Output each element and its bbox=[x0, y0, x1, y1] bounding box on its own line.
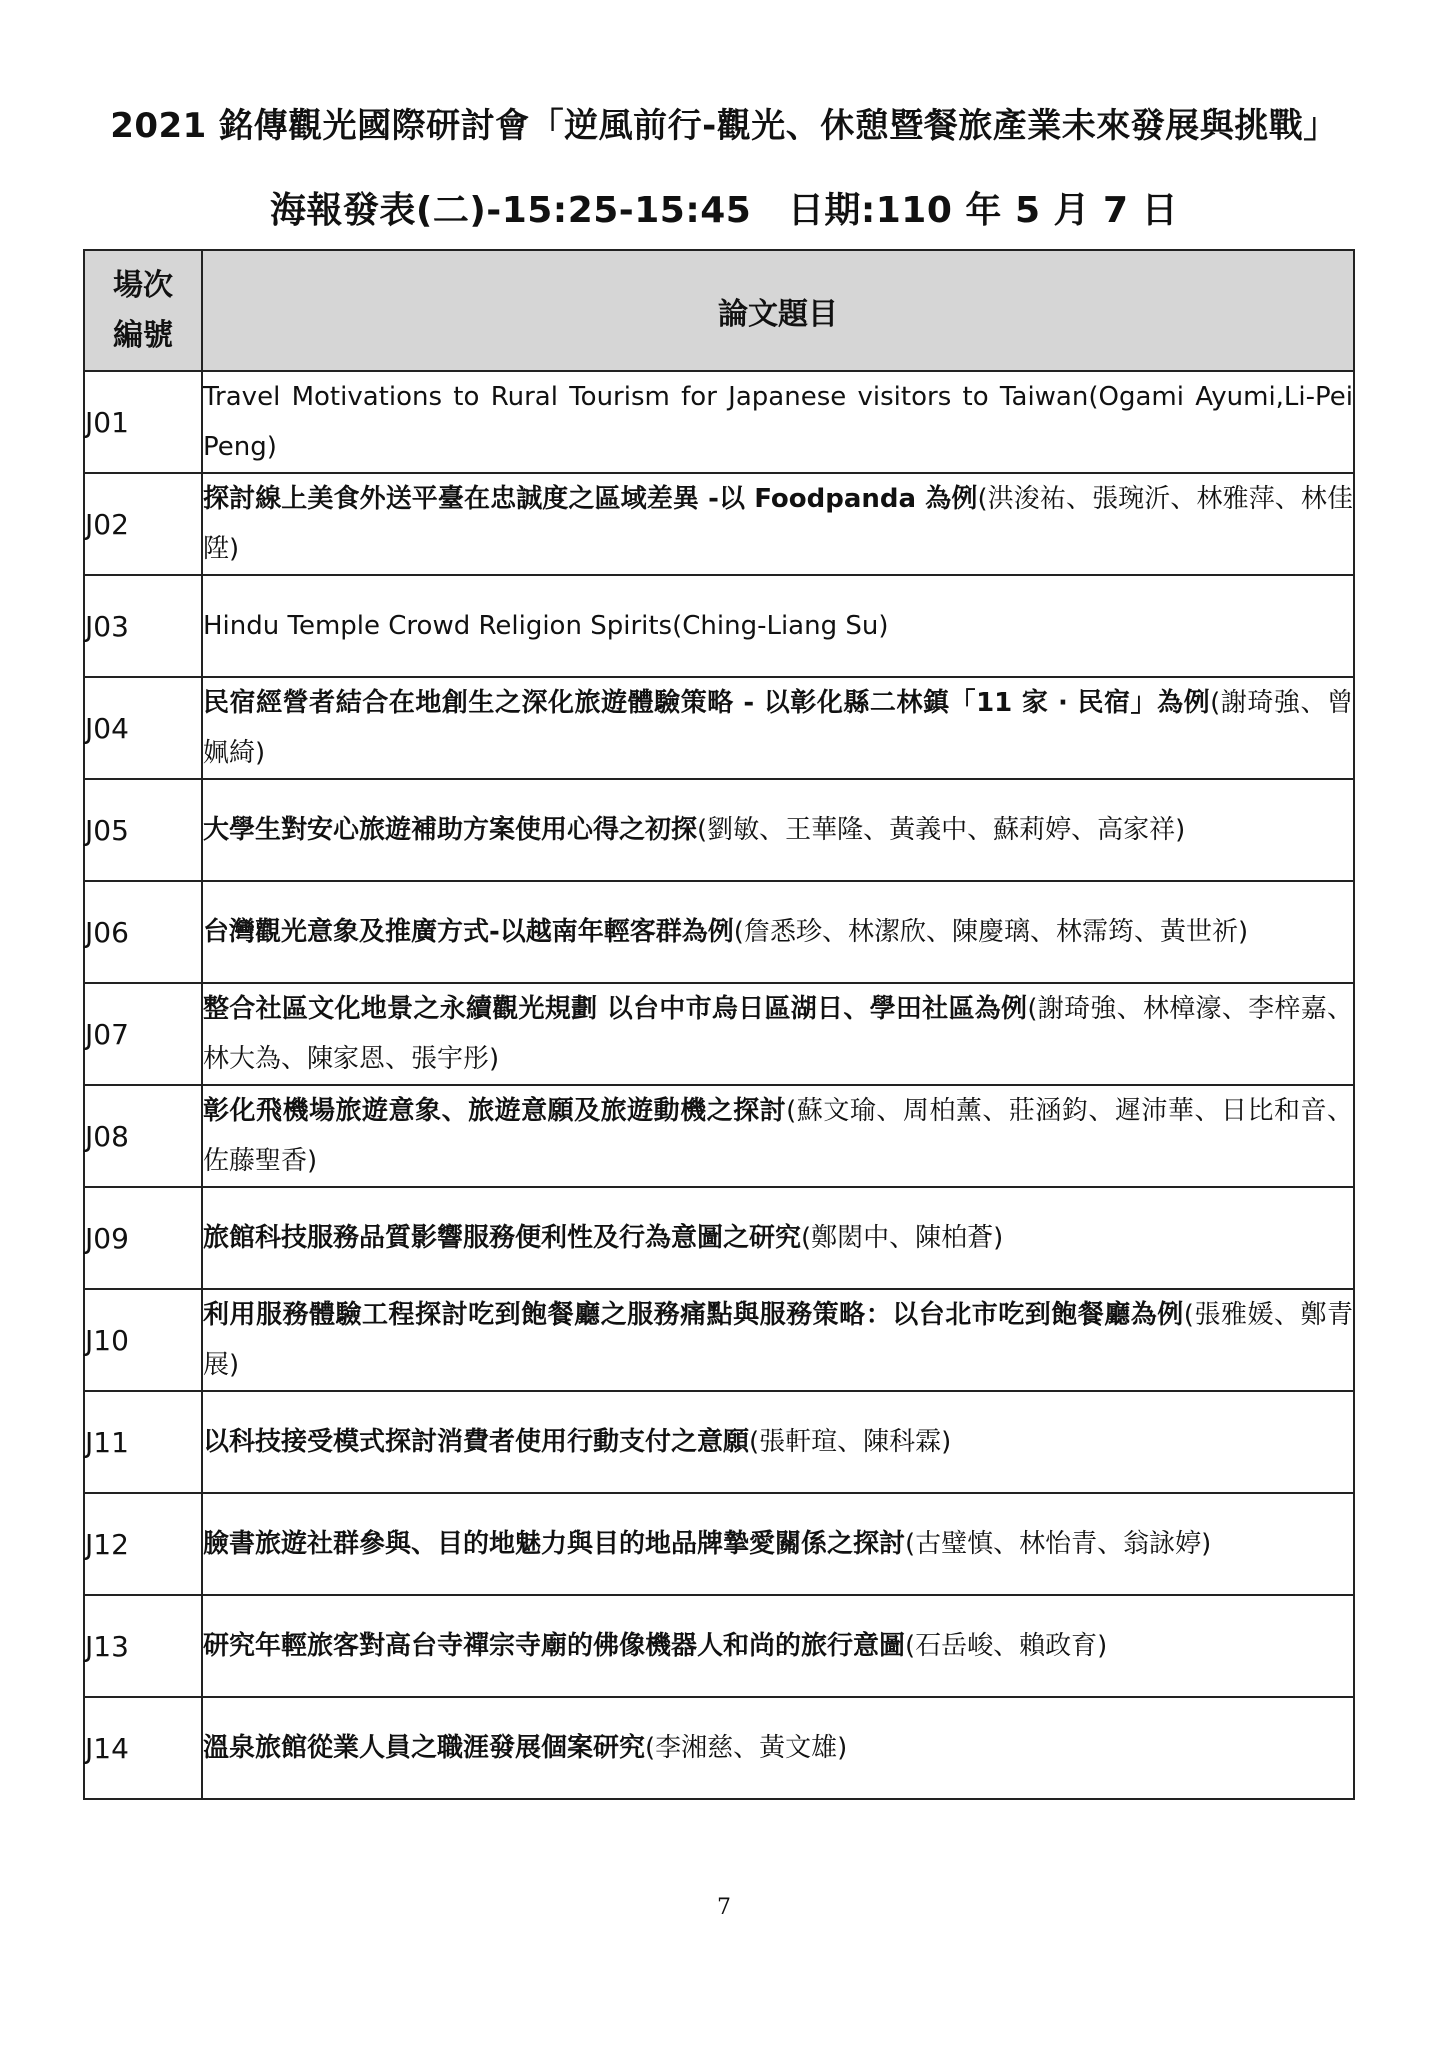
session-id: J14 bbox=[84, 1697, 202, 1799]
paper-cell bbox=[202, 1391, 1354, 1493]
paper-cell bbox=[202, 1697, 1354, 1799]
paper-authors: (劉敏、王華隆、黃義中、蘇莉婷、高家祥) bbox=[697, 815, 1186, 845]
paper-cell bbox=[202, 473, 1354, 575]
session-id: J04 bbox=[84, 677, 202, 779]
paper-authors: (李湘慈、黃文雄) bbox=[645, 1733, 848, 1763]
paper-title: 利用服務體驗工程探討吃到飽餐廳之服務痛點與服務策略：以台北市吃到飽餐廳為例 bbox=[203, 1300, 1184, 1330]
paper-authors: (Ching-Liang Su) bbox=[672, 611, 889, 641]
paper-authors: (張軒瑄、陳科霖) bbox=[749, 1427, 952, 1457]
paper-cell bbox=[202, 1595, 1354, 1697]
page-title: 2021 銘傳觀光國際研討會「逆風前行-觀光、休憩暨餐旅產業未來發展與挑戰」 bbox=[110, 106, 1338, 146]
paper-title: 台灣觀光意象及推廣方式-以越南年輕客群為例 bbox=[203, 917, 734, 947]
column-header-id-line2: 編號 bbox=[113, 317, 173, 353]
paper-cell bbox=[202, 983, 1354, 1085]
paper-cell bbox=[202, 779, 1354, 881]
paper-authors: (Ogami Ayumi,Li-Pei Peng) bbox=[203, 382, 1353, 462]
paper-authors: (謝琦強、林樟濠、李梓嘉、林大為、陳家恩、張宇彤) bbox=[203, 994, 1353, 1074]
session-id: J11 bbox=[84, 1391, 202, 1493]
table-row bbox=[84, 677, 1354, 779]
session-id: J05 bbox=[84, 779, 202, 881]
session-id: J13 bbox=[84, 1595, 202, 1697]
table-row bbox=[84, 1187, 1354, 1289]
table-row bbox=[84, 1085, 1354, 1187]
table-row bbox=[84, 779, 1354, 881]
session-id: J03 bbox=[84, 575, 202, 677]
paper-title: 旅館科技服務品質影響服務便利性及行為意圖之研究 bbox=[203, 1223, 802, 1253]
paper-cell bbox=[202, 677, 1354, 779]
paper-authors: (古璧慎、林怡青、翁詠婷) bbox=[905, 1529, 1212, 1559]
paper-title: 彰化飛機場旅遊意象、旅遊意願及旅遊動機之探討 bbox=[203, 1096, 787, 1126]
session-subtitle: 海報發表(二)-15:25-15:45 日期:110 年 5 月 7 日 bbox=[269, 190, 1179, 231]
column-header-id-line1: 場次 bbox=[113, 267, 173, 303]
paper-title: 臉書旅遊社群參與、目的地魅力與目的地品牌摯愛關係之探討 bbox=[203, 1529, 906, 1559]
paper-cell bbox=[202, 1493, 1354, 1595]
paper-cell bbox=[202, 575, 1354, 677]
paper-title: 以科技接受模式探討消費者使用行動支付之意願 bbox=[203, 1427, 750, 1457]
paper-cell bbox=[202, 1289, 1354, 1391]
column-header-session-number bbox=[84, 250, 202, 371]
paper-cell bbox=[202, 1187, 1354, 1289]
paper-title: 整合社區文化地景之永續觀光規劃 以台中市烏日區湖日、學田社區為例 bbox=[203, 994, 1028, 1024]
session-id: J08 bbox=[84, 1085, 202, 1187]
session-id: J02 bbox=[84, 473, 202, 575]
paper-cell bbox=[202, 371, 1354, 473]
paper-title: 民宿經營者結合在地創生之深化旅遊體驗策略 - 以彰化縣二林鎮「11 家 · 民宿」為例 bbox=[203, 688, 1211, 718]
session-id: J01 bbox=[84, 371, 202, 473]
paper-authors: (謝琦強、曾姵綺) bbox=[203, 688, 1353, 768]
paper-authors: (洪浚祐、張琬沂、林雅萍、林佳陞) bbox=[203, 484, 1353, 564]
column-header-paper-title: 論文題目 bbox=[202, 250, 1354, 371]
session-id: J09 bbox=[84, 1187, 202, 1289]
page-number: 7 bbox=[717, 1895, 731, 1920]
paper-title: Hindu Temple Crowd Religion Spirits bbox=[203, 611, 673, 641]
paper-title: 大學生對安心旅遊補助方案使用心得之初探 bbox=[203, 815, 698, 845]
table-row bbox=[84, 1493, 1354, 1595]
paper-authors: (詹悉珍、林潔欣、陳慶璃、林霈筠、黃世祈) bbox=[733, 917, 1249, 947]
table-row bbox=[84, 1289, 1354, 1391]
session-id: J10 bbox=[84, 1289, 202, 1391]
paper-authors: (蘇文瑜、周柏薰、莊涵鈞、遲沛華、日比和音、佐藤聖香) bbox=[203, 1096, 1353, 1176]
session-id: J07 bbox=[84, 983, 202, 1085]
table-row bbox=[84, 983, 1354, 1085]
poster-schedule-table bbox=[83, 249, 1355, 1800]
paper-title: 研究年輕旅客對高台寺禪宗寺廟的佛像機器人和尚的旅行意圖 bbox=[203, 1631, 906, 1661]
paper-title: 溫泉旅館從業人員之職涯發展個案研究 bbox=[203, 1733, 646, 1763]
paper-authors: (張雅媛、鄭青展) bbox=[203, 1300, 1353, 1380]
paper-authors: (鄭閎中、陳柏蒼) bbox=[801, 1223, 1004, 1253]
paper-title: Travel Motivations to Rural Tourism for Japanese visitors to Taiwan bbox=[203, 382, 1089, 412]
paper-cell bbox=[202, 1085, 1354, 1187]
table-row bbox=[84, 1697, 1354, 1799]
paper-authors: (石岳峻、賴政育) bbox=[905, 1631, 1108, 1661]
table-header-row bbox=[84, 250, 1354, 371]
paper-cell bbox=[202, 881, 1354, 983]
table-row bbox=[84, 575, 1354, 677]
table-row bbox=[84, 371, 1354, 473]
table-row bbox=[84, 1391, 1354, 1493]
session-id: J06 bbox=[84, 881, 202, 983]
paper-title: 探討線上美食外送平臺在忠誠度之區域差異 -以 Foodpanda 為例 bbox=[203, 484, 978, 514]
session-id: J12 bbox=[84, 1493, 202, 1595]
table-row bbox=[84, 473, 1354, 575]
table-row bbox=[84, 1595, 1354, 1697]
table-row bbox=[84, 881, 1354, 983]
